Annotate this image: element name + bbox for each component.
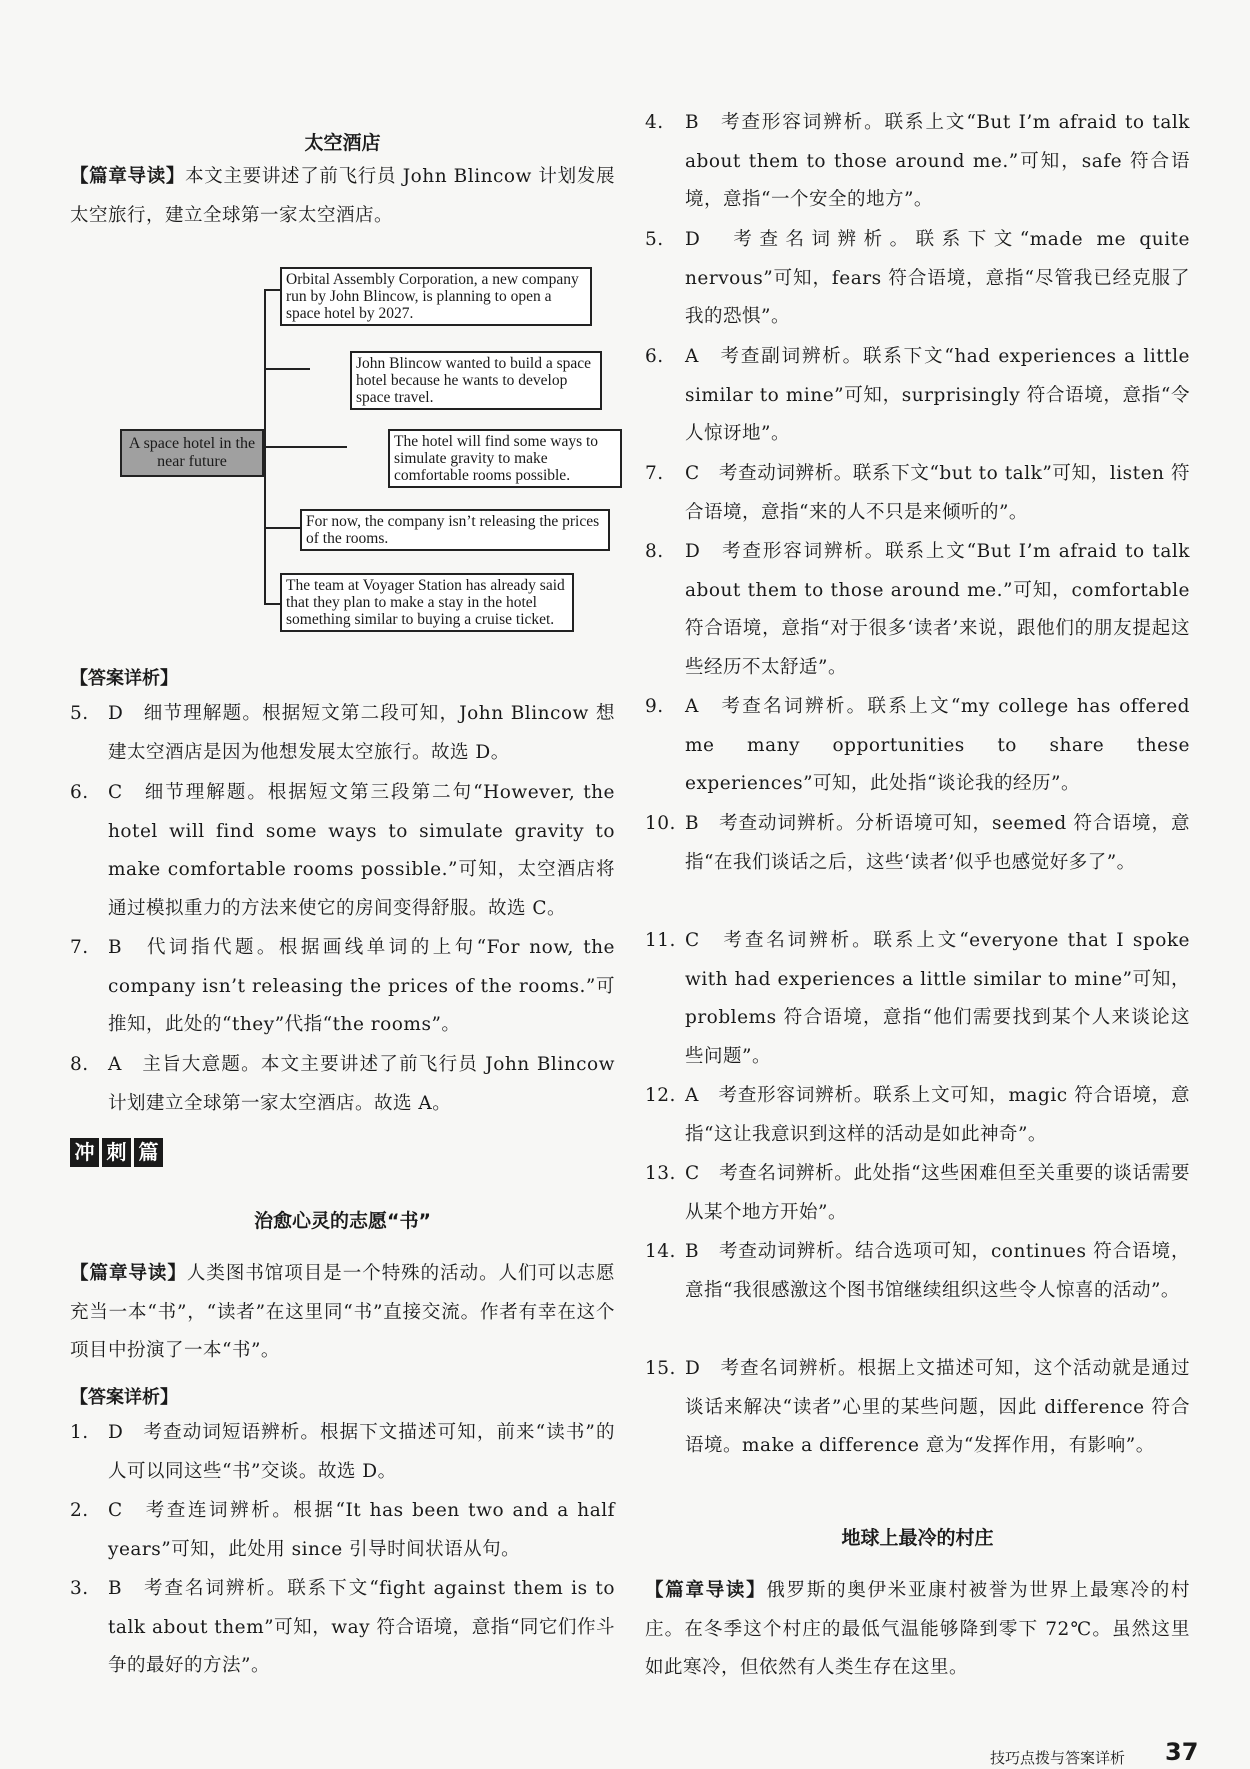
answer-text: A 考查名词辨析。联系上文“my college has offered me many opportunities to share these experiences”可知，此处指“谈论我的经历”。: [685, 696, 1190, 794]
mind-map-branch: Orbital Assembly Corporation, a new company run by John Blincow, is planning to open a space hotel by 2027.: [280, 267, 592, 326]
answer-text: A 主旨大意题。本文主要讲述了前飞行员 John Blincow 计划建立全球第一家太空酒店。故选 A。: [108, 1054, 615, 1114]
answer-text: B 考查动词辨析。结合选项可知，continues 符合语境，意指“我很感激这个图书馆继续组织这些令人惊喜的活动”。: [685, 1241, 1190, 1301]
answer-number: 11.: [645, 930, 676, 951]
mind-map-branch: For now, the company isn’t releasing the prices of the rooms.: [300, 509, 610, 551]
connector: [264, 368, 310, 370]
article-title-human-library: 治愈心灵的志愿“书”: [254, 1210, 431, 1232]
article-title-coldest-village: 地球上最冷的村庄: [841, 1527, 994, 1549]
mind-map-branch: John Blincow wanted to build a space hotel because he wants to develop space travel.: [350, 351, 602, 410]
answer-number: 7.: [70, 937, 89, 958]
answer-text: A 考查形容词辨析。联系上文可知，magic 符合语境，意指“这让我意识到这样的活动是如此神奇”。: [685, 1085, 1190, 1145]
answers-header: 【答案详析】: [70, 1387, 178, 1408]
answer-text: D 考查形容词辨析。联系上文“But I’m afraid to talk about them to those around me.”可知，comfortable 符合语境，意指“对于很多‘读者’来说，跟他们的朋友提起这些经历不太舒适”。: [685, 541, 1190, 678]
intro-text: 人类图书馆项目是一个特殊的活动。人们可以志愿充当一本“书”，“读者”在这里同“书”直接交流。作者有幸在这个项目中扮演了一本“书”。: [70, 1263, 615, 1361]
footer-label: 技巧点拨与答案详析: [990, 1749, 1126, 1767]
answer-number: 7.: [645, 463, 664, 484]
article-title-space-hotel: 太空酒店: [304, 132, 381, 154]
answer-text: D 考查名词辨析。根据上文描述可知，这个活动就是通过谈话来解决“读者”心里的某些问题，因此 difference 符合语境。make a difference 意为“发挥作用，有影响”。: [685, 1358, 1190, 1456]
answer-number: 4.: [645, 112, 664, 133]
answer-item: [645, 455, 1190, 532]
connector: [264, 289, 280, 291]
intro-space-hotel: [70, 158, 615, 235]
connector: [264, 527, 300, 529]
answer-item: [645, 533, 1190, 687]
answer-text: D 考查名词辨析。联系下文“made me quite nervous”可知，fears 符合语境，意指“尽管我已经克服了我的恐惧”。: [685, 229, 1190, 327]
intro-text: 本文主要讲述了前飞行员 John Blincow 计划发展太空旅行，建立全球第一家太空酒店。: [70, 166, 615, 226]
page-number: 37: [1165, 1738, 1199, 1766]
answer-number: 1.: [70, 1422, 89, 1443]
answer-number: 14.: [645, 1241, 676, 1262]
badge-char: 篇: [134, 1138, 163, 1167]
intro-tag: 【篇章导读】: [645, 1580, 767, 1601]
connector: [257, 446, 347, 448]
answers-header: 【答案详析】: [70, 668, 178, 689]
answer-item: [70, 1492, 615, 1569]
answer-text: B 考查动词辨析。分析语境可知，seemed 符合语境，意指“在我们谈话之后，这些‘读者’似乎也感觉好多了”。: [685, 813, 1190, 873]
answer-item: [70, 695, 615, 772]
answer-text: C 考查动词辨析。联系下文“but to talk”可知，listen 符合语境，意指“来的人不只是来倾听的”。: [685, 463, 1190, 523]
answer-item: [645, 1077, 1190, 1154]
intro-human-library: [70, 1255, 615, 1371]
answer-text: C 细节理解题。根据短文第三段第二句“However, the hotel will find some ways to simulate gravity to make comfortable rooms possible.”可知，太空酒店将通过模拟重力的方法来使它的房间变得舒服。故选 C。: [108, 782, 615, 919]
answer-number: 6.: [70, 782, 89, 803]
answer-item: [645, 221, 1190, 337]
answer-number: 3.: [70, 1578, 89, 1599]
mind-map-branch: The hotel will find some ways to simulate gravity to make comfortable rooms possible.: [388, 429, 622, 488]
answer-number: 9.: [645, 696, 664, 717]
intro-tag: 【篇章导读】: [70, 166, 186, 187]
answer-item: [70, 929, 615, 1045]
mind-map: [120, 265, 620, 655]
answer-text: B 考查形容词辨析。联系上文“But I’m afraid to talk about them to those around me.”可知，safe 符合语境，意指“一个安全的地方”。: [685, 112, 1190, 210]
answer-number: 8.: [70, 1054, 89, 1075]
intro-text: 俄罗斯的奥伊米亚康村被誉为世界上最寒冷的村庄。在冬季这个村庄的最低气温能够降到零下 72℃。虽然这里如此寒冷，但依然有人类生存在这里。: [645, 1580, 1190, 1678]
answer-text: B 考查名词辨析。联系下文“fight against them is to talk about them”可知，way 符合语境，意指“同它们作斗争的最好的方法”。: [108, 1578, 615, 1676]
answer-number: 12.: [645, 1085, 676, 1106]
answer-item: [645, 922, 1190, 1076]
answer-item: [70, 1570, 615, 1686]
answer-item: [70, 1046, 615, 1123]
answer-text: C 考查名词辨析。联系上文“everyone that I spoke with had experiences a little similar to mine”可知，problems 符合语境，意指“他们需要找到某个人来谈论这些问题”。: [685, 930, 1190, 1067]
answer-number: 10.: [645, 813, 676, 834]
answer-item: [645, 1350, 1190, 1466]
answer-item: [645, 338, 1190, 454]
badge-char: 冲: [70, 1138, 99, 1167]
answer-number: 6.: [645, 346, 664, 367]
answer-number: 13.: [645, 1163, 676, 1184]
badge-char: 刺: [102, 1138, 131, 1167]
answer-text: B 代词指代题。根据画线单词的上句“For now, the company isn’t releasing the prices of the rooms.”可推知，此处的“they”代指“the rooms”。: [108, 937, 615, 1035]
answer-number: 2.: [70, 1500, 89, 1521]
connector: [264, 603, 280, 605]
answer-text: A 考查副词辨析。联系下文“had experiences a little similar to mine”可知，surprisingly 符合语境，意指“令人惊讶地”。: [685, 346, 1190, 444]
answer-number: 8.: [645, 541, 664, 562]
answer-text: D 考查动词短语辨析。根据下文描述可知，前来“读书”的人可以同这些“书”交谈。故选 D。: [108, 1422, 615, 1482]
answer-text: C 考查名词辨析。此处指“这些困难但至关重要的谈话需要从某个地方开始”。: [685, 1163, 1190, 1223]
mind-map-center: A space hotel in the near future: [120, 429, 264, 477]
answer-item: [645, 1233, 1190, 1310]
answer-item: [70, 1414, 615, 1491]
answer-number: 5.: [645, 229, 664, 250]
answer-item: [645, 1155, 1190, 1232]
answer-text: D 细节理解题。根据短文第二段可知，John Blincow 想建太空酒店是因为他想发展太空旅行。故选 D。: [108, 703, 615, 763]
answer-item: [645, 688, 1190, 804]
answer-item: [70, 774, 615, 928]
sprint-section-badge: [70, 1138, 163, 1167]
answer-item: [645, 104, 1190, 220]
answer-number: 5.: [70, 703, 89, 724]
answer-item: [645, 805, 1190, 882]
mind-map-branch: The team at Voyager Station has already said that they plan to make a stay in the hotel something similar to buying a cruise ticket.: [280, 573, 574, 632]
answer-number: 15.: [645, 1358, 676, 1379]
answer-text: C 考查连词辨析。根据“It has been two and a half years”可知，此处用 since 引导时间状语从句。: [108, 1500, 615, 1560]
intro-tag: 【篇章导读】: [70, 1263, 187, 1284]
intro-coldest-village: [645, 1572, 1190, 1688]
